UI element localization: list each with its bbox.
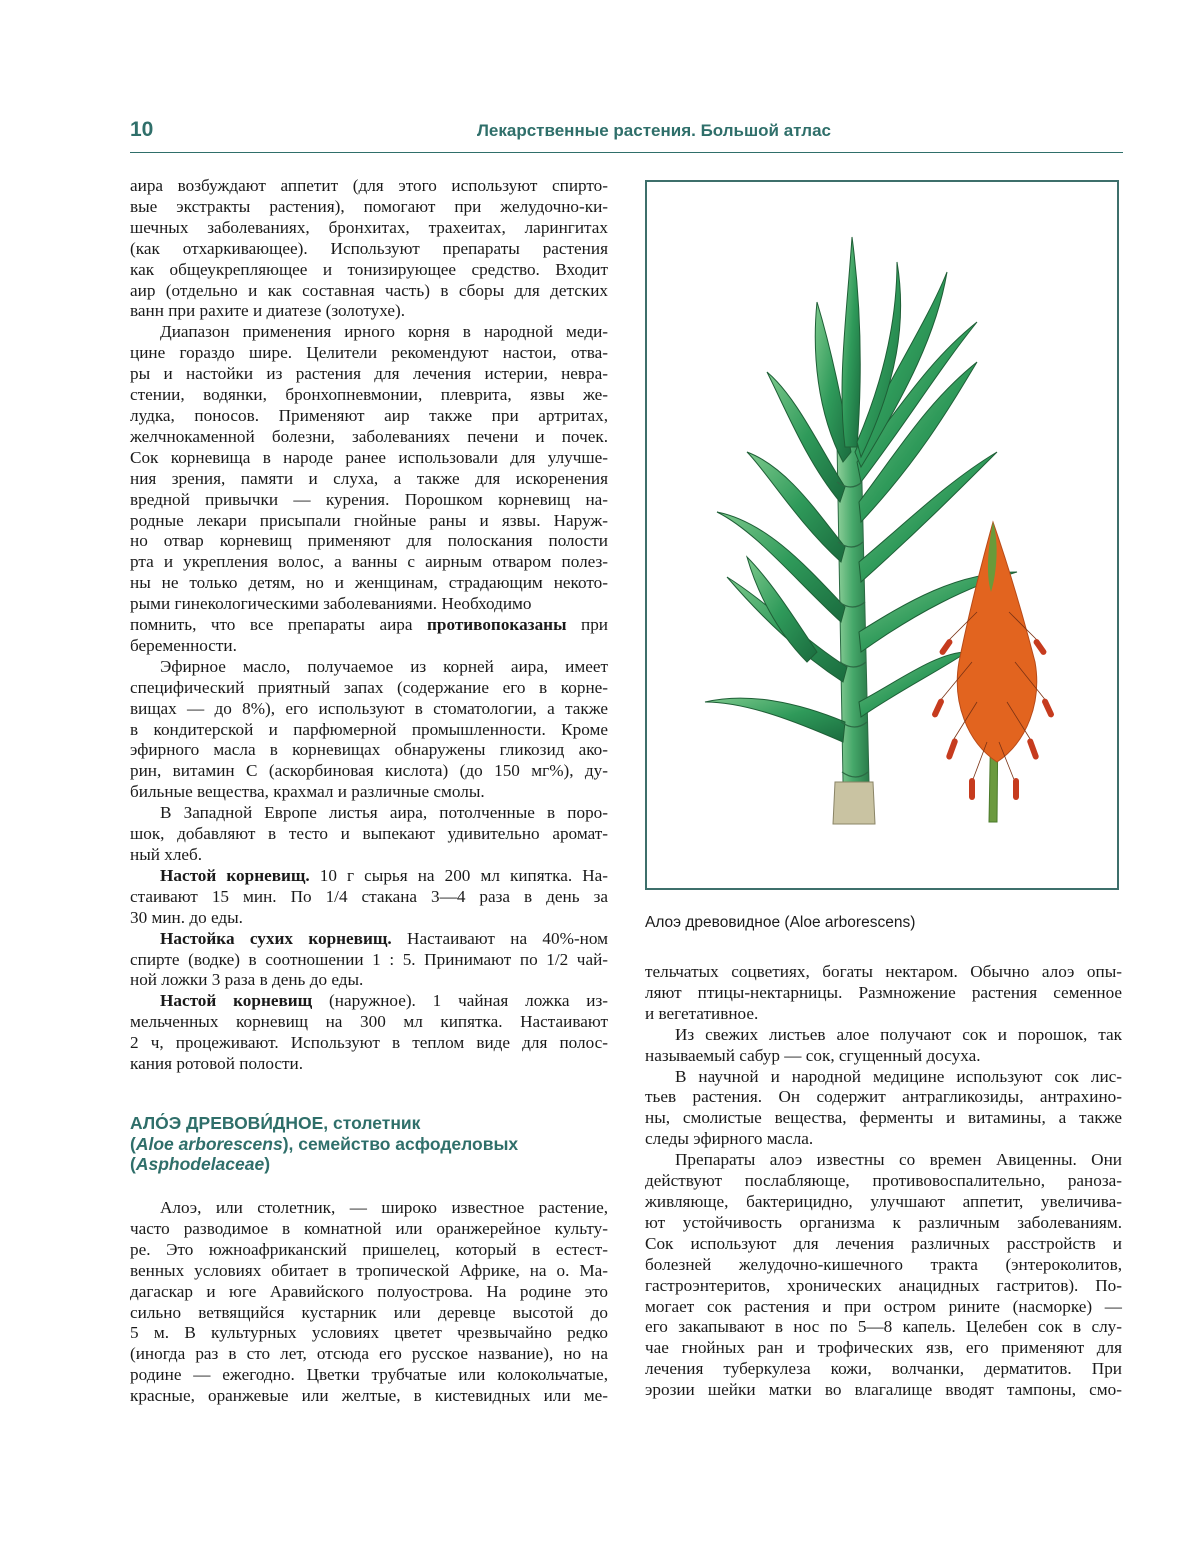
text-line: эрозии шейки матки во влагалище вводят тампоны, смо-	[645, 1380, 1122, 1400]
text-line: вые экстракты растения), помогают при желудочно-ки-	[130, 196, 608, 216]
text-line: ванн при рахите и диатезе (золотухе).	[130, 301, 406, 321]
text-line: эфирного масла в корневищах обнаружены гликозид ако-	[130, 740, 608, 760]
paragraph-sabur	[645, 1025, 1122, 1067]
contraindicated-emphasis: противопоказаны	[427, 615, 567, 635]
text-line: гастроэнтеритов, хронических анацидных гастритов). По-	[645, 1275, 1122, 1295]
text-line: специфический приятный запах (содержание его в корне-	[130, 677, 608, 697]
text-line: действуют послабляюще, противовоспалительно, раноза-	[645, 1171, 1122, 1191]
text-line: В Западной Европе листья аира, потолченные в поро-	[160, 803, 608, 823]
text-line: Сок корневища в народе ранее использовали для улучше-	[130, 447, 608, 467]
left-column-lower	[130, 1198, 608, 1407]
stem-base	[833, 782, 875, 824]
text-line: вищах — до 8%), его используют в стоматологии, а также	[130, 698, 608, 718]
left-column-upper	[130, 176, 608, 1075]
right-column	[645, 962, 1122, 1401]
paragraph-pollination	[645, 962, 1122, 1025]
paragraph-folk-medicine	[130, 322, 608, 657]
leaf	[859, 652, 967, 717]
text-line: кания ротовой полости.	[130, 1054, 304, 1074]
text-line: стении, водянки, бронхопневмонии, плеврита, язвы же-	[130, 385, 608, 405]
species-name-caps: АЛО́Э ДРЕВОВИ́ДНОЕ,	[130, 1113, 329, 1133]
text-line: 30 мин. до еды.	[130, 907, 243, 927]
recipe-external: Настой корневищ (наружное). 1 чайная ложка из- мельченных корневищ на 300 мл кипятка. Настаивают 2 ч, процеживают. Используют в теплом виде для полос- кания ротовой полости.	[130, 991, 608, 1074]
text-line: болезней желудочно-кишечного тракта (энтероколитов,	[645, 1254, 1122, 1274]
family-latin-name: Asphodelaceae	[135, 1154, 265, 1174]
aloe-illustration	[647, 182, 1117, 888]
paragraph-composition	[645, 1067, 1122, 1151]
text-line: Диапазон применения ирного корня в народной меди-	[160, 322, 608, 342]
text-line: шечных заболеваниях, бронхитах, трахеитах, ларингитах	[130, 217, 608, 237]
text-line: Эфирное масло, получаемое из корней аира, имеет	[160, 656, 608, 676]
text-line: дагаскар и юге Аравийского полуострова. На родине это	[130, 1281, 608, 1301]
recipe-tincture: Настойка сухих корневищ. Настаивают на 40%-ном спирте (водке) в соотношении 1 : 5. Принимают по 1/2 чай- ной ложки 3 раза в день до еды.	[130, 928, 609, 990]
text-line: аир (отдельно и как составная часть) в сборы для детских	[130, 280, 608, 300]
text-line: но отвар корневищ применяют для полоскания полости	[130, 531, 608, 551]
text-line: ны не только детям, но и женщинам, страдающим некото-	[130, 573, 608, 593]
text-line: вредной привычки — курения. Порошком корневищ на-	[130, 489, 608, 509]
header-divider	[130, 152, 1123, 153]
latin-name: Aloe arborescens	[135, 1133, 283, 1154]
text-line: родные лекари присыпали гнойные раны и язвы. Наруж-	[130, 510, 608, 530]
paragraph-essential-oil	[130, 657, 608, 803]
recipe-infusion-title: Настой корневищ.	[160, 865, 310, 885]
text-line: тьев растения. Он содержит антрагликозиды, антрахино-	[645, 1087, 1122, 1107]
text-line: Алоэ, или столетник, — широко известное растение,	[160, 1198, 608, 1217]
text-line: следы эфирного масла.	[645, 1129, 814, 1149]
paragraph-western-europe	[130, 803, 608, 866]
text-line: часто разводимое в комнатной или оранжерейное культу-	[130, 1218, 608, 1238]
text-line: ры и настойки из растения для лечения истерии, невра-	[130, 364, 608, 384]
text-line: лудка, поносов. Применяют аир также при артритах,	[130, 405, 608, 425]
text-line: и вегетативное.	[645, 1003, 759, 1023]
leaf	[842, 237, 860, 447]
text-line: венных условиях обитает в тропической Африке, на о. Ма-	[130, 1260, 608, 1280]
text-line: рта и укрепления волос, а ванны с аирным отваром полез-	[130, 552, 608, 572]
text-line: живляюще, бактерицидно, улучшают аппетит, увеличива-	[645, 1191, 1122, 1211]
text-line: 5 м. В культурных условиях цветет чрезвычайно редко	[130, 1323, 608, 1343]
text-line: родине — ежегодно. Цветки трубчатые или колокольчатые,	[130, 1365, 608, 1385]
text-line: рыми гинекологическими заболеваниями. Необходимо	[130, 594, 532, 614]
text-line: его закапывают в нос по 5—8 капель. Целебен сок в слу-	[645, 1317, 1122, 1337]
text-line: стаивают 15 мин. По 1/4 стакана 3—4 раза в день за	[130, 886, 608, 906]
text-line: чае гнойных ран и трофических язв, его применяют для	[645, 1338, 1122, 1358]
text-line: красные, оранжевые или желтые, в кистевидных или ме-	[130, 1386, 608, 1406]
text-line: В научной и народной медицине используют сок лис-	[675, 1066, 1122, 1086]
text-line: ной ложки 3 раза в день до еды.	[130, 970, 364, 990]
text-line: рин, витамин С (аскорбиновая кислота) (до 150 мг%), ду-	[130, 761, 608, 781]
text-line: как общеукрепляющее и тонизирующее средство. Входит	[130, 259, 608, 279]
inflorescence-raceme	[957, 522, 1036, 762]
paragraph-medical-use	[645, 1150, 1122, 1401]
figure-frame	[645, 180, 1119, 890]
species-heading: АЛО́Э ДРЕВОВИ́ДНОЕ, столетник (Aloe arborescens), семейство асфоделовых (Asphodelaceae)	[130, 1113, 519, 1174]
text-line: в кондитерской и парфюмерной промышленности. Кроме	[130, 719, 608, 739]
running-title: Лекарственные растения. Большой атлас	[476, 121, 831, 140]
text-line: лечения туберкулеза кожи, волчанки, дерматитов. При	[645, 1359, 1122, 1379]
text-line: 2 ч, процеживают. Используют в теплом виде для полос-	[130, 1033, 608, 1053]
figure-caption: Алоэ древовидное (Aloe arborescens)	[645, 914, 916, 931]
leaf	[705, 698, 845, 742]
text-line: Сок используют для лечения различных расстройств и	[645, 1233, 1122, 1253]
text-line: ны, смолистые вещества, ферменты и витамины, а также	[645, 1108, 1122, 1128]
leaf	[859, 452, 997, 582]
text-line: (иногда раз в сто лет, отсюда его русское название), но на	[130, 1344, 608, 1364]
text-line: Препараты алоэ известны со времен Авиценны. Они	[675, 1150, 1122, 1170]
recipe-tincture-title: Настойка сухих корневищ.	[160, 928, 392, 948]
text-line: ляют птицы-нектарницы. Размножение растения семенное	[645, 982, 1122, 1002]
pregnancy-line: беременности.	[130, 635, 237, 655]
text-line: мельченных корневищ на 300 мл кипятка. Настаивают	[130, 1012, 608, 1032]
recipe-infusion: Настой корневищ. 10 г сырья на 200 мл кипятка. На- стаивают 15 мин. По 1/4 стакана 3—4 раза в день за 30 мин. до еды.	[130, 865, 608, 927]
paragraph-acorus-uses	[130, 176, 608, 322]
text-line: аира возбуждают аппетит (для этого используют спирто-	[130, 176, 608, 195]
text-line: ре. Это южноафриканский пришелец, который в естест-	[130, 1239, 608, 1259]
text-line: могает сок растения и при остром рините (насморке) —	[645, 1296, 1122, 1316]
text-line: сильно ветвящийся кустарник или деревце высотой до	[130, 1302, 608, 1322]
text-line: шок, добавляют в тесто и выпекают удивительно аромат-	[130, 824, 608, 844]
page-number: 10	[130, 118, 154, 141]
text-line: бильные вещества, крахмал и различные смолы.	[130, 782, 485, 802]
text-line: цине гораздо шире. Целители рекомендуют настои, отва-	[130, 343, 608, 363]
paragraph-aloe-description	[130, 1198, 608, 1407]
text-line: (как отхаркивающее). Используют препараты растения	[130, 238, 608, 258]
text-line: называемый сабур — сок, сгущенный досуха.	[645, 1045, 981, 1065]
text-line: Из свежих листьев алое получают сок и порошок, так	[675, 1024, 1122, 1044]
recipe-external-title: Настой корневищ	[160, 991, 313, 1011]
text-line: спирте (водке) в соотношении 1 : 5. Принимают по 1/2 чай-	[130, 949, 608, 969]
text-line: тельчатых соцветиях, богаты нектаром. Обычно алоэ опы-	[645, 962, 1122, 981]
text-line: ют устойчивость организма к различным заболеваниям.	[645, 1212, 1122, 1232]
text-line: желчнокаменной болезни, заболеваниях печени и почек.	[130, 426, 608, 446]
contraindication-line: помнить, что все препараты аира противопоказаны при	[130, 615, 608, 635]
text-line: ния зрения, памяти и слуха, а также для искоренения	[130, 468, 608, 488]
text-line: ный хлеб.	[130, 845, 203, 864]
